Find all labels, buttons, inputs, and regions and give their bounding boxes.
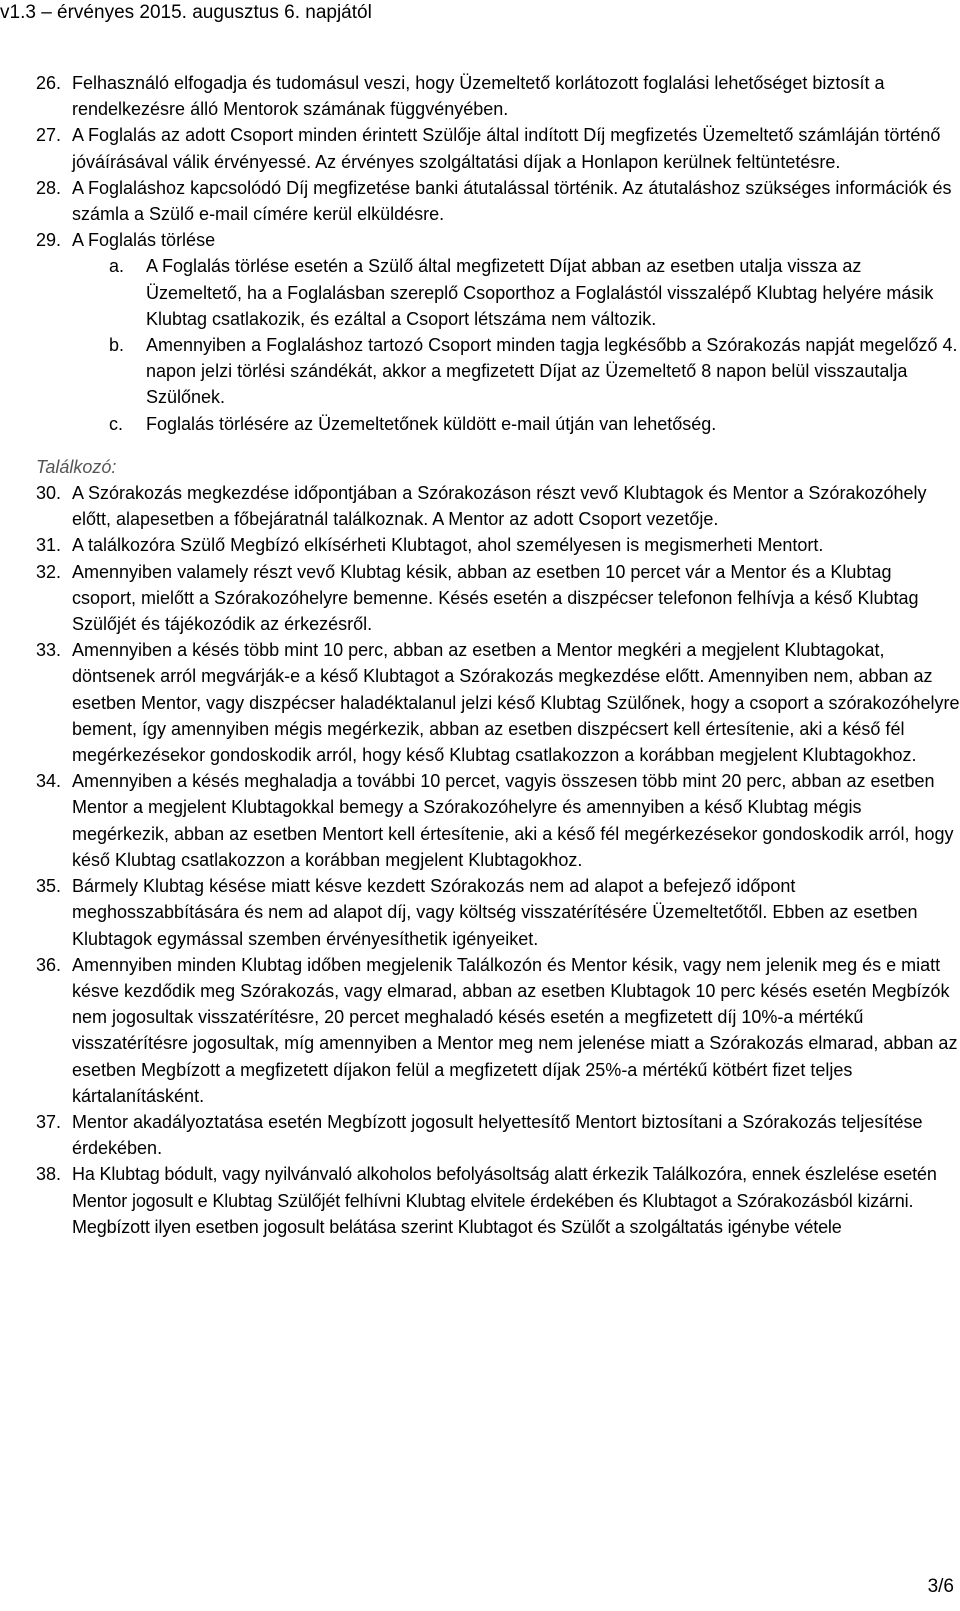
item-number: 33. [36, 640, 62, 661]
item-text: Ha Klubtag bódult, vagy nyilvánvaló alkoholos befolyásoltság alatt érkezik Találkozóra, ennek észlelése esetén Mentor jogosult e Klubtag Szülőjét felhívni Klubtag elvitele érdekében és Klubtagot a Szórakozásból kizárni. Megbízott ilyen esetben jogosult belátása szerint Klubtagot és Szülőt a szolgáltatás igénybe vétele [72, 1164, 937, 1237]
item-text: A Foglalás az adott Csoport minden érintett Szülője által indított Díj megfizetés Üzemeltető számláján történő jóváírásával válik érvényessé. Az érvényes szolgáltatási díjak a Honlapon kerülnek feltüntetésre. [72, 125, 941, 172]
list-item-30 [36, 480, 960, 532]
list-item-26 [36, 70, 960, 122]
sub-item-text: A Foglalás törlése esetén a Szülő által megfizetett Díjat abban az esetben utalja vissza az Üzemeltető, ha a Foglalásban szereplő Csoporthoz a Foglalástól visszalépő Klubtag helyére másik Klubtag csatlakozik, és ezáltal a Csoport létszáma nem változik. [146, 256, 934, 329]
list-item-27 [36, 122, 960, 174]
item-text: Mentor akadályoztatása esetén Megbízott jogosult helyettesítő Mentort biztosítani a Szórakozás teljesítése érdekében. [72, 1111, 923, 1159]
sub-item-text: Foglalás törlésére az Üzemeltetőnek küldött e-mail útján van lehetőség. [146, 413, 717, 434]
item-text: Amennyiben a késés meghaladja a további 10 percet, vagyis összesen több mint 20 perc, abban az esetben Mentor a megjelent Klubtagokkal bemegy a Szórakozóhelyre és amennyiben a késő Klubtag mégis megérkezik, abban az esetben Mentort kell értesítenie, aki a késő fél megérkezésekor gondoskodik arról, hogy késő Klubtag csatlakozzon a korábban megjelent Klubtagokhoz. [72, 771, 954, 870]
item-text: Amennyiben a késés több mint 10 perc, abban az esetben a Mentor megkéri a megjelent Klubtagokat, döntsenek arról megvárják-e a késő Klubtagot a Szórakozás megkezdése előtt. Amennyiben nem, abban az esetben Mentor, vagy diszpécser haladéktalanul jelzi késő Klubtag Szülőnek, hogy a csoport a szórakozóhelyre bement, így amennyiben mégis megérkezik, abban az esetben diszpécsert kell értesítenie, aki a késő fél megérkezésekor gondoskodik arról, hogy késő Klubtag csatlakozzon a korábban megjelent Klubtagokhoz. [72, 640, 960, 766]
item-text: A Szórakozás megkezdése időpontjában a Szórakozáson részt vevő Klubtagok és Mentor a Szórakozóhely előtt, alapesetben a főbejáratnál találkoznak. A Mentor az adott Csoport vezetője. [72, 483, 927, 530]
sub-item-a [36, 253, 960, 332]
list-item-28 [36, 175, 960, 227]
sub-item-text: Amennyiben a Foglaláshoz tartozó Csoport minden tagja legkésőbb a Szórakozás napját megelőző 4. napon jelzi törlési szándékát, akkor a megfizetett Díjat az Üzemeltető 8 napon belül visszautalja Szülőnek. [146, 335, 958, 408]
item-number: 27. [36, 125, 62, 146]
list-item-31 [36, 532, 960, 558]
item-text: A találkozóra Szülő Megbízó elkísérheti Klubtagot, ahol személyesen is megismerheti Mentort. [72, 535, 824, 556]
list-item-33 [36, 637, 960, 768]
item-number: 29. [36, 230, 62, 251]
item-text: A Foglaláshoz kapcsolódó Díj megfizetése banki átutalással történik. Az átutaláshoz szükséges információk és számla a Szülő e-mail címére kerül elküldésre. [72, 177, 952, 225]
sub-item-b [36, 332, 960, 411]
item-number: 26. [36, 73, 62, 93]
item-number: 31. [36, 535, 62, 556]
list-item-36 [36, 952, 960, 1109]
item-number: 38. [36, 1164, 62, 1185]
item-text: Bármely Klubtag késése miatt késve kezdett Szórakozás nem ad alapot a befejező időpont meghosszabbítására és nem ad alapot díj, vagy költség visszatérítésére Üzemeltetőtől. Ebben az esetben Klubtagok egymással szemben érvényesíthetik igényeiket. [72, 876, 918, 949]
list-item-35 [36, 873, 960, 952]
sub-item-letter: a. [109, 256, 125, 277]
item-text: Amennyiben minden Klubtag időben megjelenik Találkozón és Mentor késik, vagy nem jelenik meg és e miatt késve kezdődik meg Szórakozás, vagy elmarad, abban az esetben Klubtagok 10 perc késés esetén Megbízók nem jogosultak visszatérítésre, 20 percet meghaladó késés esetén a megfizetett díj 10%-a mértékű visszatérítésre jogosultak, míg amennyiben a Mentor meg nem jelenése miatt a Szórakozás elmarad, abban az esetben Megbízott a megfizetett díjakon felül a megfizetett díjak 25%-a mértékű kötbért fizet teljes kártalanításként. [72, 954, 958, 1106]
item-text: Felhasználó elfogadja és tudomásul veszi, hogy Üzemeltető korlátozott foglalási lehetőséget biztosít a rendelkezésre álló Mentorok számának függvényében. [72, 73, 885, 120]
item-number: 34. [36, 771, 62, 792]
item-number: 32. [36, 561, 62, 582]
page-number: 3/6 [927, 1576, 954, 1597]
sub-item-letter: b. [109, 335, 125, 356]
item-number: 37. [36, 1111, 62, 1132]
list-item-38 [36, 1161, 960, 1240]
item-number: 35. [36, 876, 62, 897]
list-item-34 [36, 768, 960, 873]
item-text: Amennyiben valamely részt vevő Klubtag késik, abban az esetben 10 percet vár a Mentor és a Klubtag csoport, mielőtt a Szórakozóhelyre bemenne. Késés esetén a diszpécser telefonon felhívja a késő Klubtag Szülőjét és tájékozódik az érkezésről. [72, 561, 919, 635]
item-number: 36. [36, 954, 62, 975]
item-number: 30. [36, 483, 62, 504]
list-item-32 [36, 559, 960, 638]
item-number: 28. [36, 177, 62, 198]
sub-item-c [36, 411, 960, 437]
version-header: v1.3 – érvényes 2015. augusztus 6. napjától [0, 2, 372, 23]
list-item-37 [36, 1109, 960, 1161]
item-text: A Foglalás törlése [72, 230, 216, 251]
document-body [36, 70, 960, 1240]
section-heading: Találkozó: [36, 456, 117, 477]
list-item-29 [36, 227, 960, 253]
sub-item-letter: c. [109, 413, 124, 434]
